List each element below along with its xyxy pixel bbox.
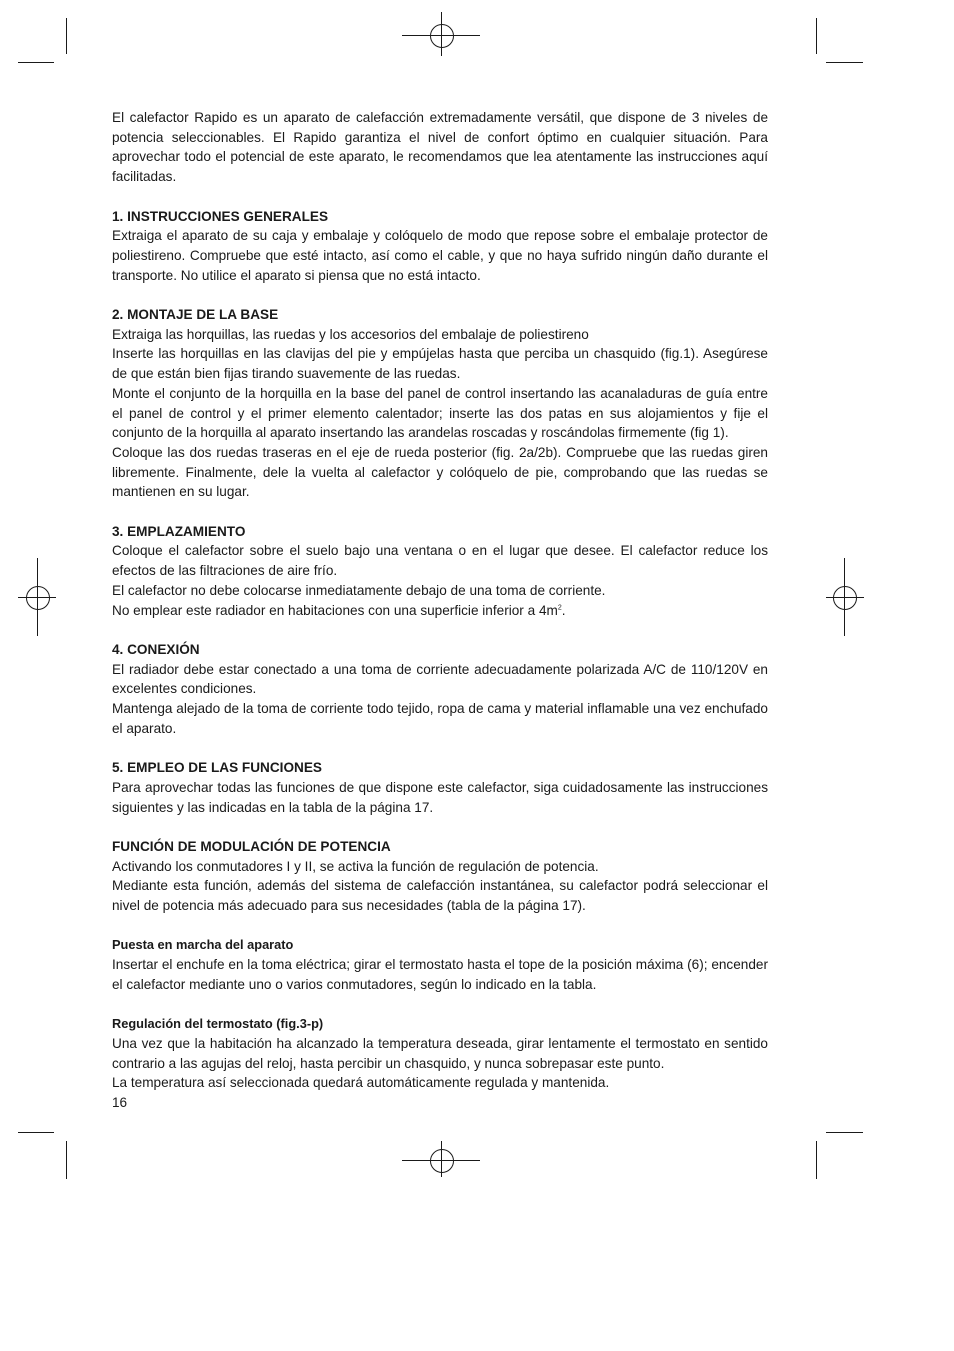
section-instrucciones-generales (112, 207, 768, 286)
registration-left-circle (26, 586, 50, 610)
registration-top-circle (430, 24, 454, 48)
section-emplazamiento (112, 522, 768, 621)
registration-bottom-circle (430, 1149, 454, 1173)
section-paragraph-area (112, 601, 768, 621)
area-superscript: 2 (557, 604, 562, 611)
page-number: 16 (112, 1095, 128, 1110)
crop-mark-bottom-right-v (816, 1141, 817, 1179)
section-heading: 2. MONTAJE DE LA BASE (112, 307, 279, 322)
section-heading: 4. CONEXIÓN (112, 641, 200, 657)
section-paragraph: Extraiga el aparato de su caja y embalaje y colóquelo de modo que repose sobre el embalaje protector de poliestireno. Compruebe que esté intacto, así como el cable, y que no haya sufrido ningún daño durante el transporte. No utilice el aparato si piensa que no está intacto. (112, 228, 768, 283)
section-paragraph: Una vez que la habitación ha alcanzado la temperatura deseada, girar lentamente el termostato en sentido contrario a las agujas del reloj, hasta percibir un chasquido, y nunca sobrepasar este punto. (112, 1035, 768, 1071)
section-paragraph: Insertar el enchufe en la toma eléctrica; girar el termostato hasta el tope de la posición máxima (6); encender el calefactor mediante uno o varios conmutadores, según lo indicado en la tabla. (112, 957, 768, 992)
section-puesta-en-marcha (112, 935, 768, 994)
crop-mark-bottom-left-v (66, 1141, 67, 1179)
crop-mark-bottom-left-h (18, 1132, 54, 1133)
section-subheading: Puesta en marcha del aparato (112, 937, 294, 953)
section-paragraph: Mediante esta función, además del sistema de calefacción instantánea, su calefactor podrá seleccionar el nivel de potencia más adecuado para sus necesidades (tabla de la página 17). (112, 878, 768, 914)
section-paragraph: Mantenga alejado de la toma de corriente todo tejido, ropa de cama y material inflamable una vez enchufado el aparato. (112, 701, 768, 736)
section-paragraph: La temperatura así seleccionada quedará automáticamente regulada y mantenida. (112, 1075, 610, 1091)
crop-mark-bottom-right-h (826, 1132, 863, 1133)
document-body (112, 108, 768, 1093)
crop-mark-top-right-h (826, 62, 863, 63)
area-text: No emplear este radiador en habitaciones con una superficie inferior a 4m (112, 602, 558, 618)
section-paragraph: Extraiga las horquillas, las ruedas y los accesorios del embalaje de poliestireno (112, 326, 589, 342)
section-heading: 5. EMPLEO DE LAS FUNCIONES (112, 760, 322, 776)
crop-mark-top-left-h (18, 62, 54, 63)
area-end: . (561, 602, 566, 618)
section-paragraph: El radiador debe estar conectado a una toma de corriente adecuadamente polarizada A/C de 110/120V en excelentes condiciones. (112, 661, 768, 697)
section-heading: FUNCIÓN DE MODULACIÓN DE POTENCIA (112, 838, 391, 854)
section-paragraph: Coloque el calefactor sobre el suelo bajo una ventana o en el lugar que desee. El calefactor reduce los efectos de las filtraciones de aire frío. (112, 543, 768, 579)
section-regulacion-del-termostato (112, 1014, 768, 1093)
section-empleo-de-las-funciones (112, 758, 768, 817)
section-heading: 1. INSTRUCCIONES GENERALES (112, 208, 329, 224)
section-paragraph: Activando los conmutadores I y II, se activa la función de regulación de potencia. (112, 858, 599, 874)
section-paragraph: El calefactor no debe colocarse inmediatamente debajo de una toma de corriente. (112, 582, 606, 598)
section-paragraph: Coloque las dos ruedas traseras en el eje de rueda posterior (fig. 2a/2b). Compruebe que las ruedas giren libremente. Finalmente, dele la vuelta al calefactor y colóquelo de pie, comprobando que las ruedas se mantienen en su lugar. (112, 444, 768, 500)
registration-right-circle (833, 586, 857, 610)
section-heading: 3. EMPLAZAMIENTO (112, 523, 246, 539)
section-conexion (112, 640, 768, 739)
crop-mark-top-left-v (66, 18, 67, 54)
section-paragraph: Monte el conjunto de la horquilla en la base del panel de control insertando las acanaladuras de guía entre el panel de control y el primer elemento calentador; inserte las dos patas en sus alojamientos y fije el conjunto de la horquilla al aparato insertando las arandelas roscadas y roscándolas firmemente (fig 1). (112, 385, 768, 441)
section-paragraph: Para aprovechar todas las funciones de que dispone este calefactor, siga cuidadosamente las instrucciones siguientes y las indicadas en la tabla de la página 17. (112, 779, 768, 815)
intro-paragraph: El calefactor Rapido es un aparato de calefacción extremadamente versátil, que dispone de 3 niveles de potencia seleccionables. El Rapido garantiza el nivel de confort óptimo en cualquier situación. Para aprovechar todo el potencial de este aparato, le recomendamos que lea atentamente las instrucciones aquí facilitadas. (112, 110, 768, 185)
section-montaje-de-la-base (112, 305, 768, 502)
section-paragraph: Inserte las horquillas en las clavijas del pie y empújelas hasta que perciba un chasquido (fig.1). Asegúrese de que están bien fijas tirando suavemente de las ruedas. (112, 346, 768, 382)
crop-mark-top-right-v (816, 18, 817, 54)
section-modulacion-de-potencia (112, 837, 768, 916)
section-subheading: Regulación del termostato (fig.3-p) (112, 1016, 324, 1032)
